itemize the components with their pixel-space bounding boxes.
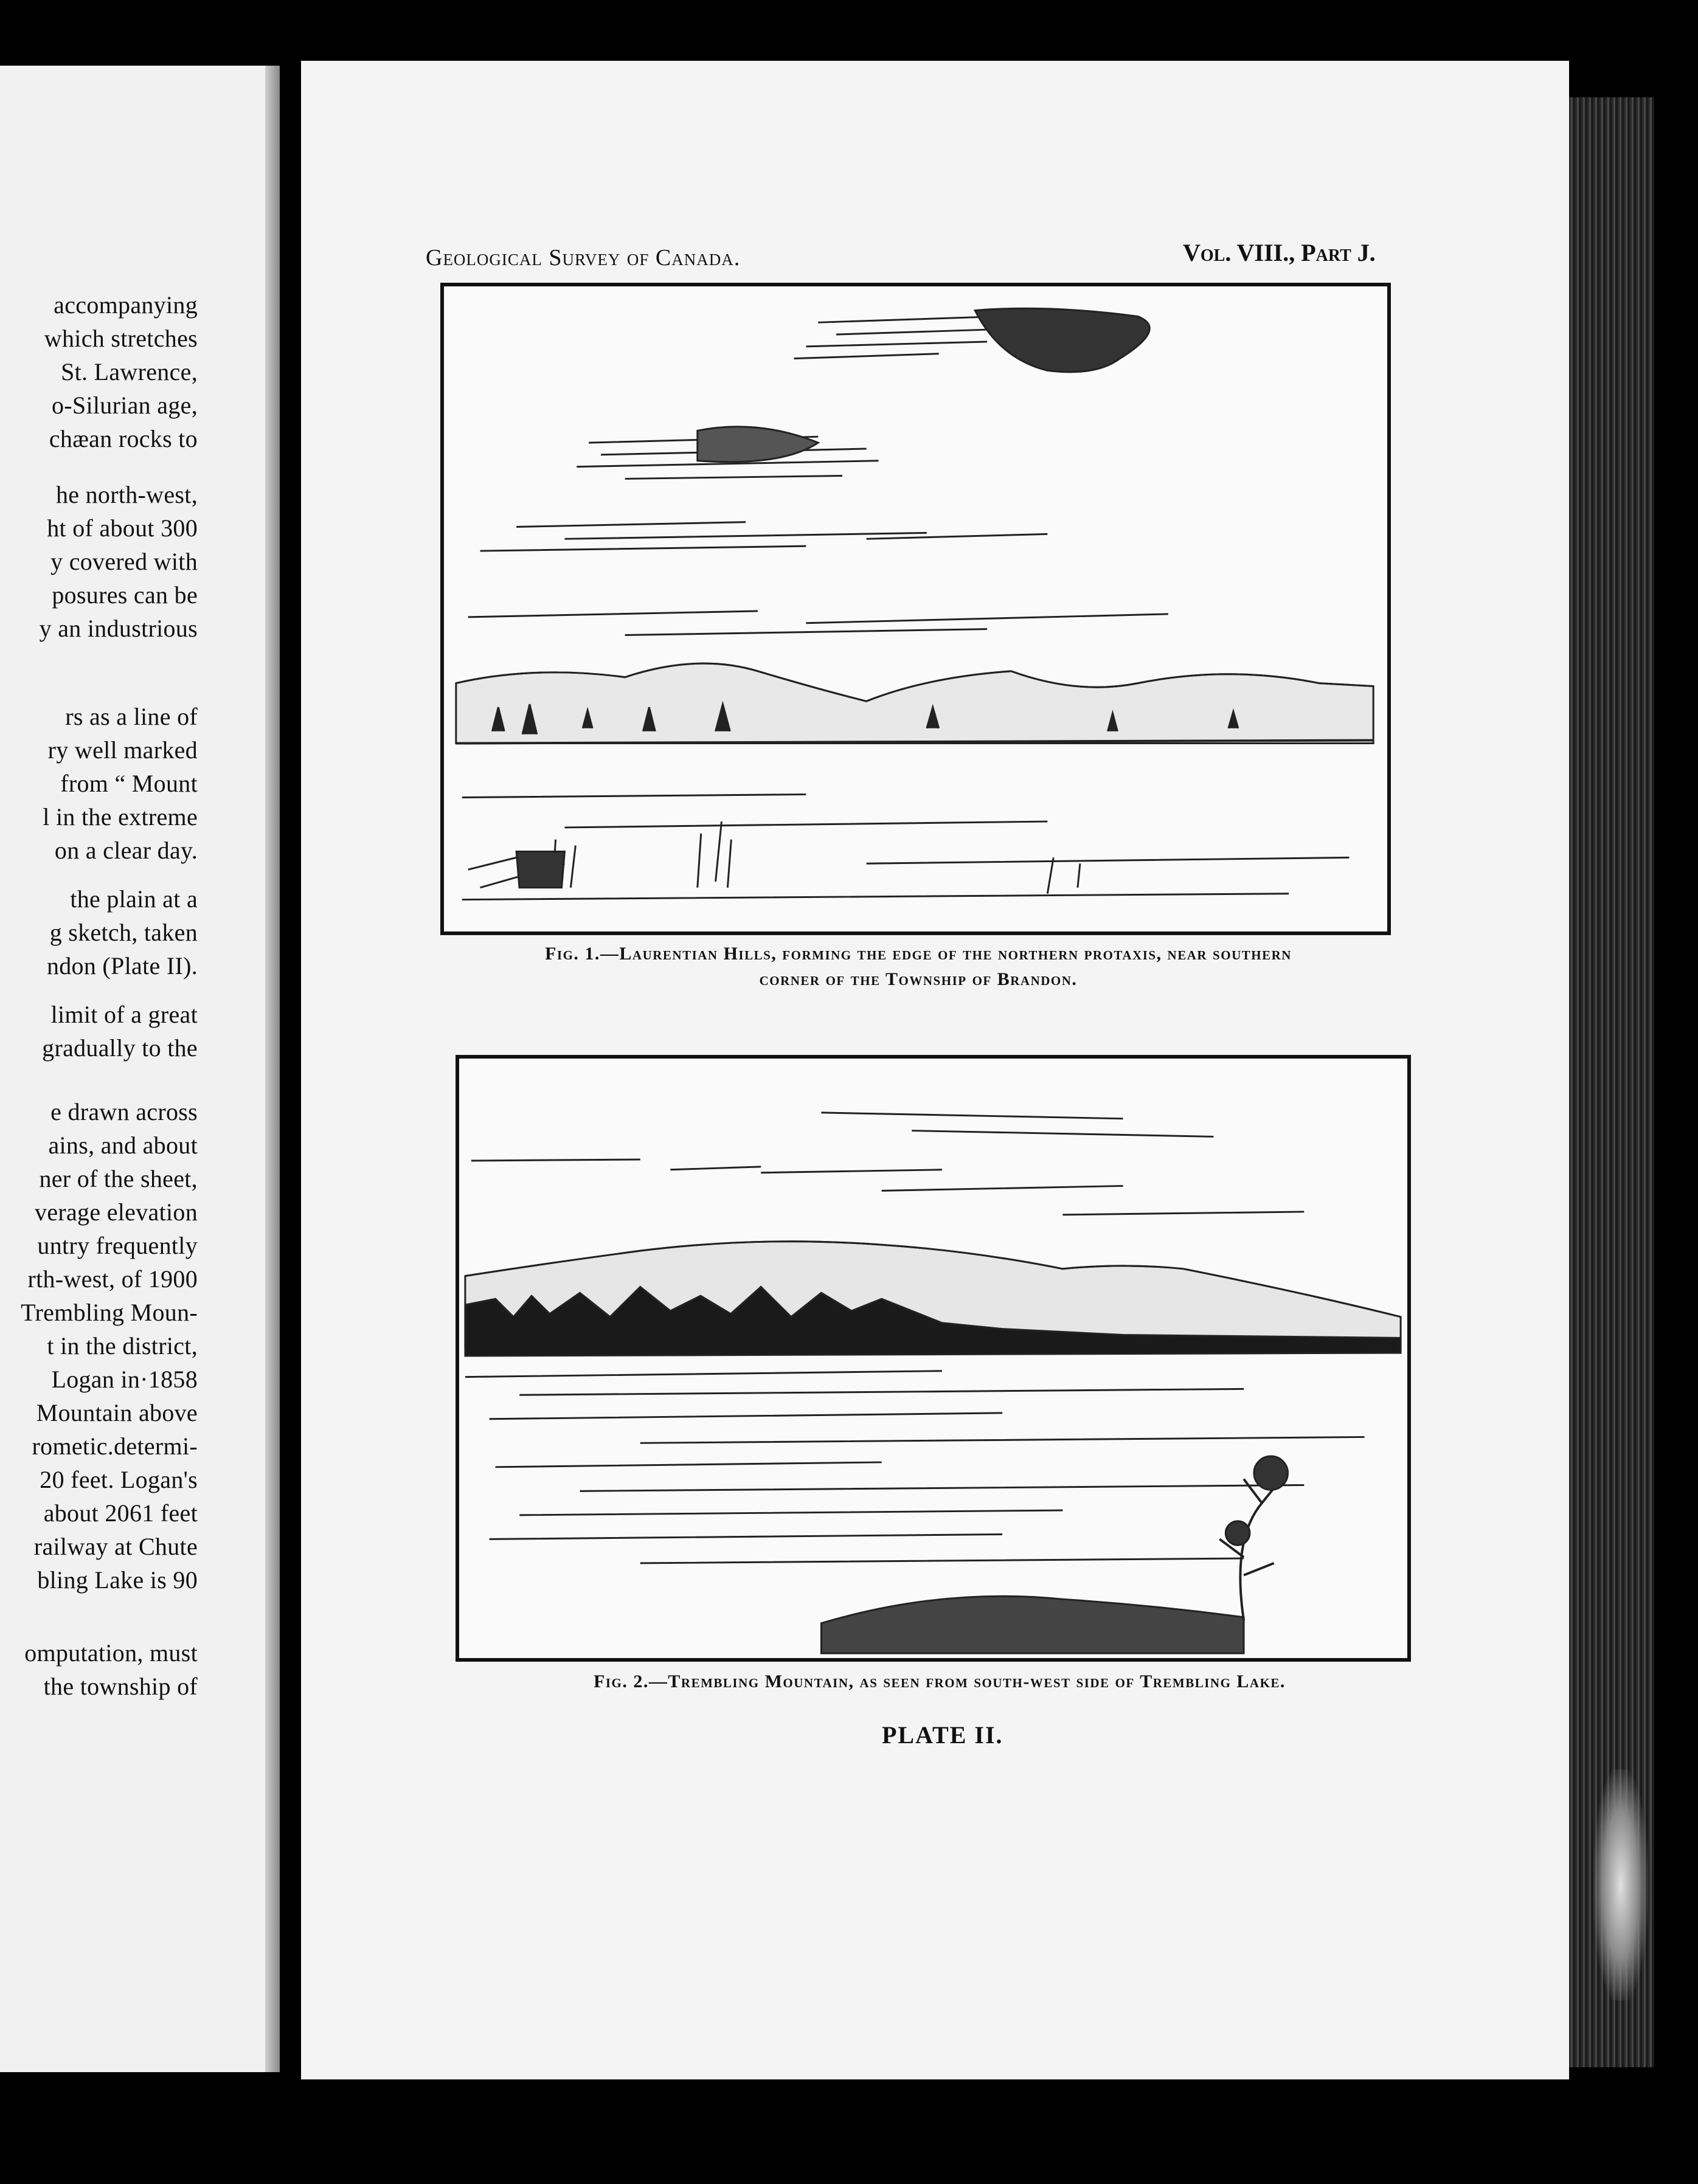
left-page-text-line: railway at Chute xyxy=(33,1533,198,1560)
left-page-text-line: t in the district, xyxy=(47,1332,198,1360)
left-page-text-line: about 2061 feet xyxy=(43,1499,198,1527)
book-edge xyxy=(1569,97,1654,2067)
left-page-text-line: Mountain above xyxy=(36,1399,198,1426)
running-header-right: Vol. VIII., Part J. xyxy=(1183,239,1376,266)
left-page-text-line: rs as a line of xyxy=(65,703,198,730)
left-page-text-line: rth-west, of 1900 xyxy=(27,1265,198,1293)
left-page-text-line: y covered with xyxy=(50,548,198,575)
left-page-text-line: l in the extreme xyxy=(43,803,198,831)
left-page-text-line: the township of xyxy=(43,1673,198,1700)
left-page xyxy=(0,66,280,2072)
left-page-text-line: St. Lawrence, xyxy=(61,358,198,385)
left-page-text-line: g sketch, taken xyxy=(49,919,198,946)
figure-1-illustration xyxy=(440,283,1391,935)
left-page-text-line: the plain at a xyxy=(70,885,198,913)
left-page-text-line: ry well marked xyxy=(47,736,198,764)
page-gutter-shadow xyxy=(265,66,280,2072)
left-page-text-line: omputation, must xyxy=(24,1639,198,1667)
left-page-text-line: 20 feet. Logan's xyxy=(40,1466,198,1493)
running-header-left: Geological Survey of Canada. xyxy=(426,245,741,271)
left-page-text-line: limit of a great xyxy=(50,1001,198,1028)
figure-2-illustration xyxy=(456,1055,1411,1662)
left-page-text-line: ner of the sheet, xyxy=(39,1165,198,1192)
left-page-text-line: accompanying xyxy=(54,291,198,319)
plate-label: PLATE II. xyxy=(882,1721,1003,1749)
left-page-text-line: o-Silurian age, xyxy=(52,392,198,419)
left-page-text-line: from “ Mount xyxy=(60,770,198,797)
left-page-text-line: he north-west, xyxy=(55,481,198,508)
left-page-text-line: verage elevation xyxy=(35,1198,198,1226)
figure-2-caption: Fig. 2.—Trembling Mountain, as seen from south-west side of Trembling Lake. xyxy=(594,1671,1286,1692)
figure-1-caption-line-1: Fig. 1.—Laurentian Hills, forming the edge of the northern protaxis, near southern xyxy=(545,944,1292,964)
laurentian-hills-sketch xyxy=(444,286,1387,931)
left-page-text-line: Trembling Moun- xyxy=(21,1299,198,1326)
trembling-mountain-sketch xyxy=(459,1059,1407,1658)
left-page-text-line: Logan in·1858 xyxy=(51,1366,198,1393)
left-page-text-line: e drawn across xyxy=(50,1098,198,1125)
left-page-text-line: ndon (Plate II). xyxy=(46,952,198,980)
left-page-text-line: ht of about 300 xyxy=(47,514,198,542)
left-page-text-line: posures can be xyxy=(52,581,198,609)
left-page-text-line: untry frequently xyxy=(37,1232,198,1259)
left-page-text-line: rometic.determi- xyxy=(32,1432,198,1460)
left-page-text-line: gradually to the xyxy=(42,1034,198,1062)
left-page-text-line: y an industrious xyxy=(39,615,198,642)
left-page-text-line: ains, and about xyxy=(48,1132,198,1159)
left-page-text-line: chæan rocks to xyxy=(49,425,198,452)
left-page-text-line: which stretches xyxy=(44,325,198,352)
figure-1-caption-line-2: corner of the Township of Brandon. xyxy=(759,969,1078,989)
left-page-text-line: on a clear day. xyxy=(54,837,198,864)
left-page-text-line: bling Lake is 90 xyxy=(37,1566,198,1594)
